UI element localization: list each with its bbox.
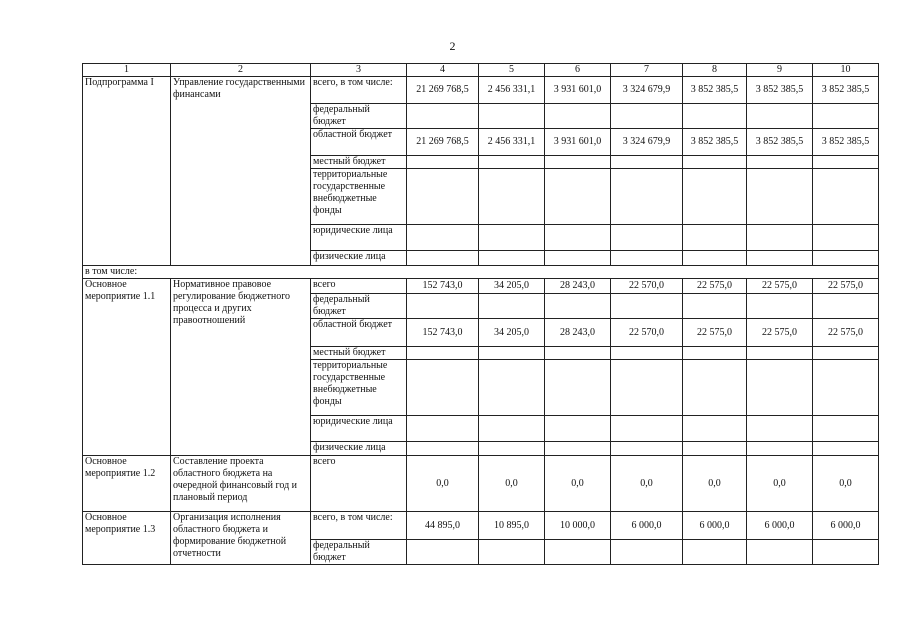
funding-source-cell: юридические лица bbox=[311, 416, 407, 442]
amount-cell: 6 000,0 bbox=[747, 512, 813, 540]
amount-cell bbox=[683, 540, 747, 565]
amount-cell: 3 852 385,5 bbox=[813, 129, 879, 156]
amount-cell bbox=[683, 225, 747, 251]
amount-cell bbox=[747, 540, 813, 565]
amount-cell: 21 269 768,5 bbox=[407, 77, 479, 104]
program-name-cell: Организация исполнения областного бюджета и формирование бюджетной отчетности bbox=[171, 512, 311, 565]
amount-cell: 6 000,0 bbox=[611, 512, 683, 540]
amount-cell bbox=[479, 360, 545, 416]
amount-cell bbox=[479, 169, 545, 225]
table-row bbox=[83, 279, 879, 294]
amount-cell bbox=[683, 251, 747, 266]
program-name-cell: Нормативное правовое регулирование бюджетного процесса и других правоотношений bbox=[171, 279, 311, 456]
funding-source-cell: всего, в том числе: bbox=[311, 77, 407, 104]
amount-cell bbox=[545, 347, 611, 360]
amount-cell bbox=[479, 347, 545, 360]
amount-cell bbox=[747, 347, 813, 360]
amount-cell: 22 575,0 bbox=[747, 319, 813, 347]
amount-cell: 152 743,0 bbox=[407, 279, 479, 294]
amount-cell bbox=[813, 360, 879, 416]
amount-cell bbox=[611, 416, 683, 442]
funding-source-cell: территориальные государственные внебюджетные фонды bbox=[311, 169, 407, 225]
amount-cell bbox=[683, 156, 747, 169]
amount-cell bbox=[611, 294, 683, 319]
amount-cell bbox=[747, 360, 813, 416]
amount-cell bbox=[747, 294, 813, 319]
amount-cell bbox=[545, 294, 611, 319]
amount-cell bbox=[407, 416, 479, 442]
funding-source-cell: всего, в том числе: bbox=[311, 512, 407, 540]
amount-cell bbox=[683, 360, 747, 416]
amount-cell: 3 852 385,5 bbox=[747, 129, 813, 156]
amount-cell bbox=[479, 251, 545, 266]
amount-cell bbox=[611, 169, 683, 225]
program-name-cell: Составление проекта областного бюджета на очередной финансовый год и плановый период bbox=[171, 456, 311, 512]
column-number-5: 5 bbox=[479, 64, 545, 77]
amount-cell: 3 931 601,0 bbox=[545, 77, 611, 104]
column-number-1: 1 bbox=[83, 64, 171, 77]
amount-cell bbox=[545, 540, 611, 565]
amount-cell bbox=[611, 360, 683, 416]
table-body bbox=[83, 64, 879, 565]
amount-cell bbox=[611, 347, 683, 360]
amount-cell: 10 000,0 bbox=[545, 512, 611, 540]
column-number-9: 9 bbox=[747, 64, 813, 77]
amount-cell: 2 456 331,1 bbox=[479, 129, 545, 156]
amount-cell bbox=[611, 156, 683, 169]
amount-cell bbox=[747, 251, 813, 266]
amount-cell bbox=[545, 156, 611, 169]
table-row bbox=[83, 77, 879, 104]
funding-source-cell: федеральный бюджет bbox=[311, 294, 407, 319]
column-number-8: 8 bbox=[683, 64, 747, 77]
amount-cell: 22 575,0 bbox=[813, 319, 879, 347]
amount-cell: 152 743,0 bbox=[407, 319, 479, 347]
amount-cell bbox=[407, 104, 479, 129]
amount-cell bbox=[545, 104, 611, 129]
amount-cell bbox=[545, 251, 611, 266]
table-row bbox=[83, 456, 879, 512]
amount-cell: 28 243,0 bbox=[545, 319, 611, 347]
amount-cell: 0,0 bbox=[407, 456, 479, 512]
amount-cell bbox=[545, 360, 611, 416]
amount-cell bbox=[747, 225, 813, 251]
amount-cell bbox=[747, 169, 813, 225]
funding-source-cell: физические лица bbox=[311, 442, 407, 456]
amount-cell: 34 205,0 bbox=[479, 279, 545, 294]
column-number-7: 7 bbox=[611, 64, 683, 77]
amount-cell bbox=[407, 294, 479, 319]
funding-source-cell: федеральный бюджет bbox=[311, 104, 407, 129]
amount-cell bbox=[407, 347, 479, 360]
page-number: 2 bbox=[449, 39, 456, 53]
funding-source-cell: областной бюджет bbox=[311, 319, 407, 347]
amount-cell bbox=[407, 156, 479, 169]
amount-cell: 22 575,0 bbox=[747, 279, 813, 294]
amount-cell bbox=[747, 442, 813, 456]
amount-cell: 3 852 385,5 bbox=[683, 77, 747, 104]
amount-cell: 0,0 bbox=[683, 456, 747, 512]
amount-cell: 44 895,0 bbox=[407, 512, 479, 540]
amount-cell: 28 243,0 bbox=[545, 279, 611, 294]
program-code-cell: Основное мероприятие 1.2 bbox=[83, 456, 171, 512]
amount-cell bbox=[813, 251, 879, 266]
amount-cell: 3 931 601,0 bbox=[545, 129, 611, 156]
amount-cell bbox=[479, 442, 545, 456]
amount-cell bbox=[813, 294, 879, 319]
amount-cell bbox=[545, 442, 611, 456]
program-code-cell: Подпрограмма I bbox=[83, 77, 171, 266]
amount-cell bbox=[611, 540, 683, 565]
amount-cell: 22 575,0 bbox=[683, 319, 747, 347]
amount-cell: 0,0 bbox=[545, 456, 611, 512]
amount-cell: 6 000,0 bbox=[683, 512, 747, 540]
amount-cell bbox=[479, 225, 545, 251]
funding-source-cell: территориальные государственные внебюджетные фонды bbox=[311, 360, 407, 416]
budget-table bbox=[82, 63, 879, 565]
amount-cell: 22 570,0 bbox=[611, 279, 683, 294]
amount-cell bbox=[813, 442, 879, 456]
column-number-4: 4 bbox=[407, 64, 479, 77]
amount-cell bbox=[813, 169, 879, 225]
amount-cell bbox=[611, 104, 683, 129]
amount-cell: 3 324 679,9 bbox=[611, 129, 683, 156]
amount-cell bbox=[611, 225, 683, 251]
amount-cell: 34 205,0 bbox=[479, 319, 545, 347]
amount-cell bbox=[683, 416, 747, 442]
funding-source-cell: местный бюджет bbox=[311, 347, 407, 360]
amount-cell bbox=[813, 347, 879, 360]
amount-cell bbox=[479, 540, 545, 565]
amount-cell bbox=[683, 104, 747, 129]
funding-source-cell: физические лица bbox=[311, 251, 407, 266]
funding-source-cell: всего bbox=[311, 456, 407, 512]
amount-cell bbox=[683, 169, 747, 225]
amount-cell: 0,0 bbox=[747, 456, 813, 512]
funding-source-cell: местный бюджет bbox=[311, 156, 407, 169]
funding-source-cell: юридические лица bbox=[311, 225, 407, 251]
funding-source-cell: областной бюджет bbox=[311, 129, 407, 156]
amount-cell: 22 575,0 bbox=[813, 279, 879, 294]
amount-cell bbox=[545, 225, 611, 251]
amount-cell bbox=[683, 347, 747, 360]
amount-cell bbox=[683, 294, 747, 319]
program-code-cell: Основное мероприятие 1.3 bbox=[83, 512, 171, 565]
amount-cell bbox=[479, 416, 545, 442]
amount-cell: 21 269 768,5 bbox=[407, 129, 479, 156]
amount-cell bbox=[407, 251, 479, 266]
amount-cell bbox=[407, 169, 479, 225]
amount-cell: 3 324 679,9 bbox=[611, 77, 683, 104]
amount-cell bbox=[407, 442, 479, 456]
column-number-10: 10 bbox=[813, 64, 879, 77]
program-code-cell: Основное мероприятие 1.1 bbox=[83, 279, 171, 456]
program-name-cell: Управление государственными финансами bbox=[171, 77, 311, 266]
amount-cell: 0,0 bbox=[479, 456, 545, 512]
amount-cell: 0,0 bbox=[813, 456, 879, 512]
amount-cell bbox=[479, 104, 545, 129]
amount-cell bbox=[407, 540, 479, 565]
amount-cell bbox=[747, 104, 813, 129]
amount-cell: 2 456 331,1 bbox=[479, 77, 545, 104]
amount-cell: 6 000,0 bbox=[813, 512, 879, 540]
amount-cell bbox=[479, 294, 545, 319]
amount-cell bbox=[813, 225, 879, 251]
amount-cell bbox=[407, 360, 479, 416]
amount-cell bbox=[479, 156, 545, 169]
amount-cell bbox=[747, 156, 813, 169]
amount-cell bbox=[813, 416, 879, 442]
amount-cell bbox=[813, 104, 879, 129]
column-number-6: 6 bbox=[545, 64, 611, 77]
amount-cell bbox=[611, 442, 683, 456]
amount-cell: 3 852 385,5 bbox=[747, 77, 813, 104]
column-number-3: 3 bbox=[311, 64, 407, 77]
amount-cell: 22 575,0 bbox=[683, 279, 747, 294]
amount-cell bbox=[813, 156, 879, 169]
amount-cell: 3 852 385,5 bbox=[683, 129, 747, 156]
funding-source-cell: всего bbox=[311, 279, 407, 294]
table-row bbox=[83, 512, 879, 540]
amount-cell bbox=[611, 251, 683, 266]
column-number-2: 2 bbox=[171, 64, 311, 77]
section-span-row bbox=[83, 266, 879, 279]
amount-cell bbox=[813, 540, 879, 565]
amount-cell bbox=[407, 225, 479, 251]
amount-cell: 3 852 385,5 bbox=[813, 77, 879, 104]
amount-cell bbox=[545, 416, 611, 442]
funding-source-cell: федеральный бюджет bbox=[311, 540, 407, 565]
column-number-row bbox=[83, 64, 879, 77]
amount-cell: 0,0 bbox=[611, 456, 683, 512]
amount-cell bbox=[747, 416, 813, 442]
amount-cell: 10 895,0 bbox=[479, 512, 545, 540]
section-span-label: в том числе: bbox=[83, 266, 879, 279]
amount-cell: 22 570,0 bbox=[611, 319, 683, 347]
amount-cell bbox=[545, 169, 611, 225]
amount-cell bbox=[683, 442, 747, 456]
